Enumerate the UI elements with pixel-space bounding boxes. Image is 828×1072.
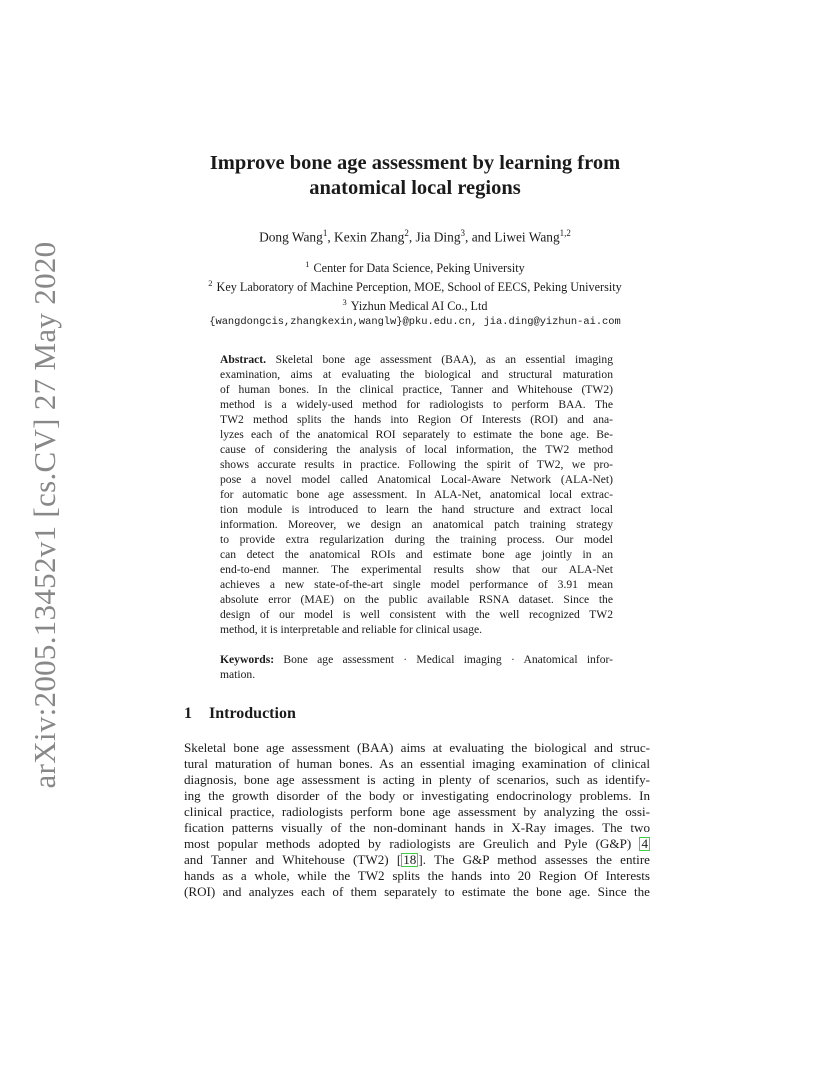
body-line: Skeletal bone age assessment (BAA) aims at evaluating the biological and struc-	[184, 740, 650, 755]
abstract-line: achieves a new state-of-the-art single model performance of 3.91 mean	[220, 578, 613, 591]
abstract-line: tion module is introduced to learn the hand structure and extract local	[220, 503, 613, 516]
section-heading	[184, 705, 296, 723]
keywords-label: Keywords:	[220, 653, 275, 666]
body-text-segment: . The G&P method assesses the entire	[422, 852, 650, 867]
keywords	[220, 652, 613, 682]
abstract-line: can detect the anatomical ROIs and estimate bone age jointly in an	[220, 548, 613, 561]
affiliation-mark: 3	[342, 297, 347, 308]
abstract-line	[220, 352, 613, 367]
body-line: diagnosis, bone age assessment is acting in plenty of scenarios, such as identify-	[184, 772, 650, 787]
keywords-text: Bone age assessment · Medical imaging · Anatomical infor-	[283, 653, 613, 666]
author-separator: ,	[327, 229, 335, 245]
abstract-line: end-to-end manner. The experimental results show that our ALA-Net	[220, 563, 613, 576]
author-separator: ,	[408, 229, 416, 245]
abstract-text: Skeletal bone age assessment (BAA), as an essential imaging	[275, 353, 614, 366]
arxiv-sidebar	[22, 241, 68, 789]
affiliation-mark: 1	[305, 259, 310, 269]
body-line: tural maturation of human bones. As an essential imaging examination of clinical	[184, 756, 650, 771]
affiliation-line	[150, 276, 680, 295]
affiliation-mark: 2	[208, 278, 213, 289]
citation-link[interactable]: 18	[403, 852, 417, 867]
abstract-label: Abstract.	[220, 353, 267, 366]
abstract-line: shows accurate results in practice. Following the spirit of TW2, we pro-	[220, 458, 613, 471]
author-affil-mark: 1,2	[559, 228, 571, 238]
abstract-line: of human bones. In the clinical practice, Tanner and Whitehouse (TW2)	[220, 383, 613, 396]
affiliation-text: Center for Data Science, Peking University	[313, 261, 525, 276]
abstract-line: lyzes each of the anatomical ROI separately to estimate the bone age. Be-	[220, 428, 613, 441]
abstract-line: examination, aims at evaluating the biological and structural maturation	[220, 368, 613, 381]
abstract-line: pose a novel model called Anatomical Local-Aware Network (ALA-Net)	[220, 473, 613, 486]
body-line: hands as a whole, while the TW2 splits the hands into 20 Region Of Interests	[184, 868, 650, 883]
author-affil-mark: 2	[404, 228, 409, 238]
abstract-line: cause of considering the analysis of local information, the TW2 method	[220, 443, 613, 456]
body-text-segment: most popular methods adopted by radiologists are Greulich and Pyle (G&P)	[184, 836, 632, 851]
author-name: Dong Wang	[259, 229, 323, 245]
citation-link[interactable]: 4	[641, 836, 648, 851]
author-name: Kexin Zhang	[334, 229, 405, 245]
affiliation-text: Yizhun Medical AI Co., Ltd	[350, 299, 488, 314]
paper-title	[150, 151, 680, 201]
affiliation-line	[150, 295, 680, 314]
abstract-line: information. Moreover, we design an anatomical patch training strategy	[220, 518, 613, 531]
abstract-line: for automatic bone age assessment. In ALA-Net, anatomical local extrac-	[220, 488, 613, 501]
body-line: (ROI) and analyzes each of them separately to estimate the bone age. Since the	[184, 884, 650, 899]
author-affil-mark: 3	[460, 228, 466, 238]
introduction-body	[184, 740, 650, 900]
affiliation-block	[150, 257, 680, 330]
author-list	[150, 228, 680, 245]
abstract-line: TW2 method splits the hands into Region Of Interests (ROI) and ana-	[220, 413, 613, 426]
arxiv-identifier: arXiv:2005.13452v1 [cs.CV] 27 May 2020	[27, 241, 62, 789]
body-line	[184, 836, 650, 852]
body-line: clinical practice, radiologists perform bone age assessment by analyzing the ossi-	[184, 804, 650, 819]
author-emails: {wangdongcis,zhangkexin,wanglw}@pku.edu.cn, jia.ding@yizhun-ai.com	[209, 316, 621, 329]
abstract-line: method is a widely-used method for radiologists to perform BAA. The	[220, 398, 613, 411]
section-title: Introduction	[209, 705, 296, 722]
author-separator: , and	[465, 229, 495, 245]
title-line-2: anatomical local regions	[309, 177, 521, 199]
body-text-segment: and Tanner and Whitehouse (TW2)	[184, 852, 389, 867]
title-line-1: Improve bone age assessment by learning from	[209, 152, 621, 174]
affiliation-text: Key Laboratory of Machine Perception, MOE, School of EECS, Peking University	[216, 280, 622, 295]
abstract-line: method, it is interpretable and reliable for clinical usage.	[220, 623, 483, 636]
affiliation-line	[150, 257, 680, 276]
section-number: 1	[184, 705, 192, 722]
abstract-line: to provide extra regularization during the training process. Our model	[220, 533, 613, 546]
body-line: ing the growth disorder of the body or investigating endocrinology problems. In	[184, 788, 650, 803]
body-line: and Tanner and Whitehouse (TW2) [ 18 ]. The G&P method assesses the entire	[184, 852, 650, 867]
keywords-line: mation.	[220, 668, 256, 681]
body-line: fication patterns visually of the non-dominant hands in X-Ray images. The two	[184, 820, 650, 835]
abstract-line: design of our model is well consistent with the well recognized TW2	[220, 608, 613, 621]
abstract-line: absolute error (MAE) on the public available RSNA dataset. Since the	[220, 593, 613, 606]
author-name: Liwei Wang	[494, 229, 560, 245]
abstract	[220, 352, 613, 637]
author-affil-mark: 1	[322, 228, 328, 238]
keywords-line	[220, 652, 613, 667]
author-name: Jia Ding	[415, 229, 461, 245]
